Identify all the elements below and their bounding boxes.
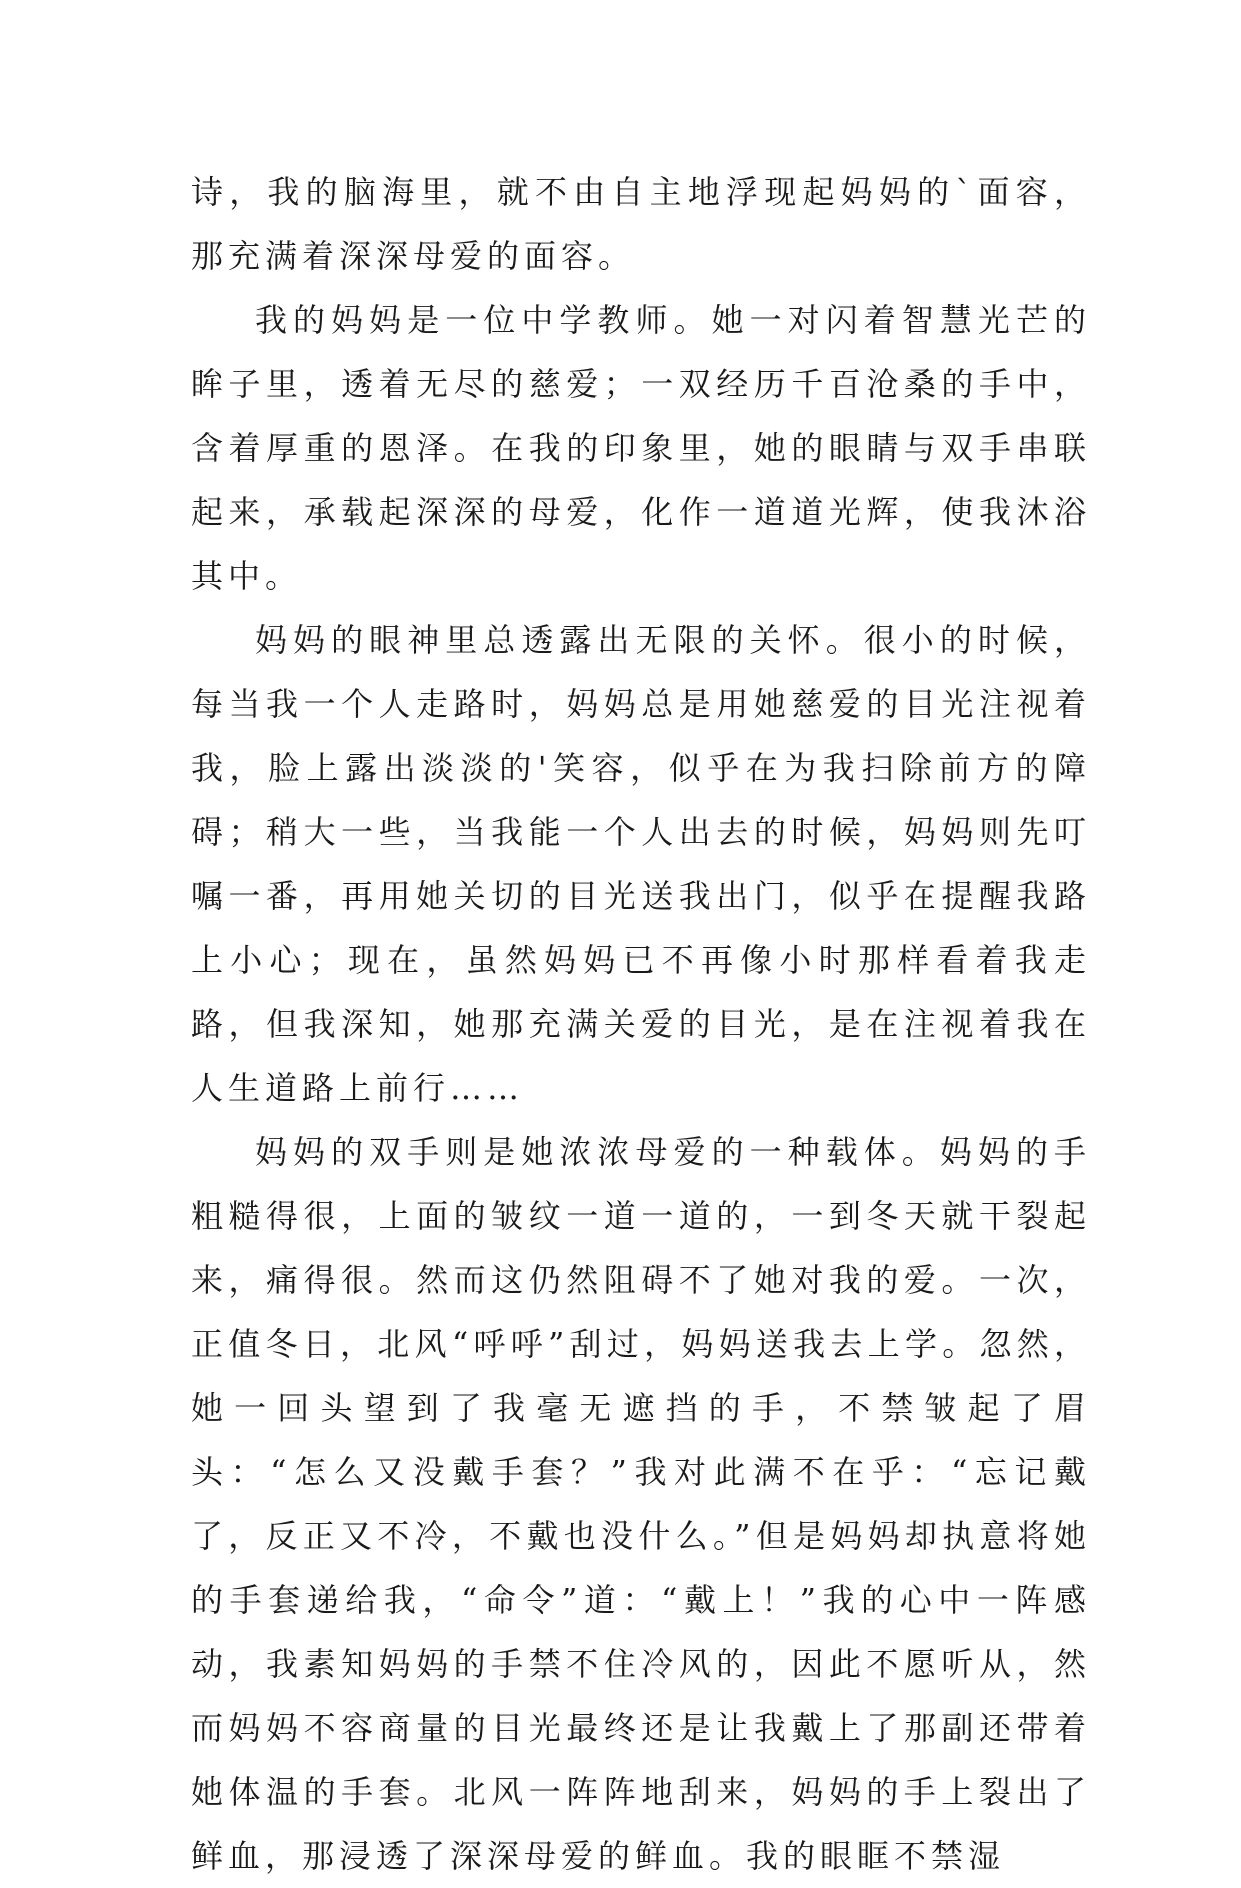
paragraph-mother-teacher: 我的妈妈是一位中学教师。她一对闪着智慧光芒的眸子里，透着无尽的慈爱；一双经历千百沧桑的手中，含着厚重的恩泽。在我的印象里，她的眼睛与双手串联起来，承载起深深的母爱，化作一道道光辉，使我沐浴其中。 <box>191 301 1091 595</box>
paragraph-continued: 诗，我的脑海里，就不由自主地浮现起妈妈的`面容，那充满着深深母爱的面容。 <box>191 173 1091 275</box>
paragraph-mother-hands: 妈妈的双手则是她浓浓母爱的一种载体。妈妈的手粗糙得很，上面的皱纹一道一道的，一到冬天就干裂起来，痛得很。然而这仍然阻碍不了她对我的爱。一次，正值冬日，北风“呼呼”刮过，妈妈送我去上学。忽然，她一回头望到了我毫无遮挡的手，不禁皱起了眉头：“怎么又没戴手套？”我对此满不在乎：“忘记戴了，反正又不冷，不戴也没什么。”但是妈妈却执意将她的手套递给我，“命令”道：“戴上！”我的心中一阵感动，我素知妈妈的手禁不住冷风的，因此不愿听从，然而妈妈不容商量的目光最终还是让我戴上了那副还带着她体温的手套。北风一阵阵地刮来，妈妈的手上裂出了鲜血，那浸透了深深母爱的鲜血。我的眼眶不禁湿 <box>191 1133 1091 1875</box>
essay-body <box>191 160 1091 1888</box>
paragraph-mother-eyes: 妈妈的眼神里总透露出无限的关怀。很小的时候，每当我一个人走路时，妈妈总是用她慈爱的目光注视着我，脸上露出淡淡的'笑容，似乎在为我扫除前方的障碍；稍大一些，当我能一个人出去的时候，妈妈则先叮嘱一番，再用她关切的目光送我出门，似乎在提醒我路上小心；现在，虽然妈妈已不再像小时那样看着我走路，但我深知，她那充满关爱的目光，是在注视着我在人生道路上前行…… <box>191 621 1091 1107</box>
